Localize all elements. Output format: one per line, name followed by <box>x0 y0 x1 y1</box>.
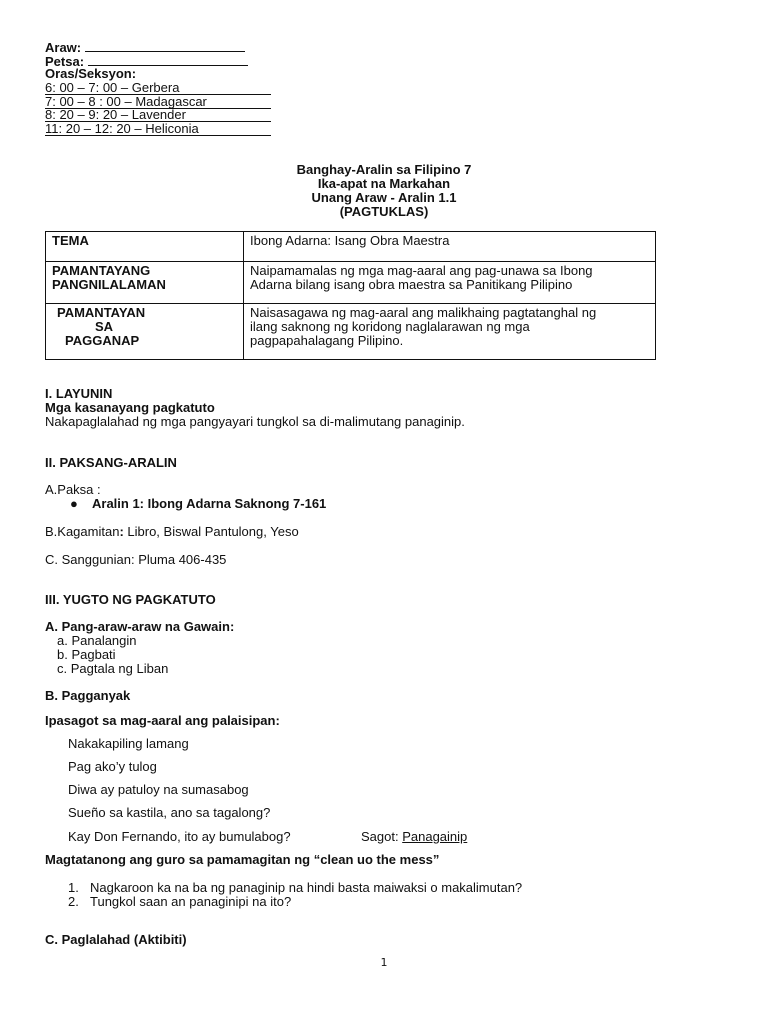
riddle-line: Kay Don Fernando, ito ay bumulabog? <box>68 829 291 844</box>
answer-value: Panagainip <box>402 829 468 844</box>
section-heading-layunin: I. LAYUNIN <box>45 386 113 401</box>
schedule-row <box>45 81 271 95</box>
table-key-tema: TEMA <box>46 232 244 262</box>
gawain-item: a. Panalangin <box>57 633 137 648</box>
riddle-answer <box>361 830 467 844</box>
gawain-item: b. Pagbati <box>57 647 116 662</box>
layunin-text: Nakapaglalahad ng mga pangyayari tungkol sa di-malimutang panaginip. <box>45 414 465 429</box>
doc-subtitle-quarter: Ika-apat na Markahan <box>317 176 451 191</box>
table-key-pangnilalaman: PAMANTAYANG PANGNILALAMAN <box>46 262 244 304</box>
answer-label: Sagot: <box>361 829 403 844</box>
gawain-item: c. Pagtala ng Liban <box>57 661 169 676</box>
sanggunian-line: C. Sanggunian: Pluma 406-435 <box>45 552 227 567</box>
petsa-label: Petsa: <box>45 54 85 69</box>
kagamitan-line: B.Kagamitan: Libro, Biswal Pantulong, Yeso <box>45 524 299 539</box>
oras-label: Oras/Seksyon: <box>45 66 137 81</box>
schedule-text: 11: 20 – 12: 20 – Heliconia <box>45 122 271 136</box>
paglalahad-heading: C. Paglalahad (Aktibiti) <box>45 932 187 947</box>
riddle-line: Sueño sa kastila, ano sa tagalong? <box>68 805 271 820</box>
schedule-text: 7: 00 – 8 : 00 – Madagascar <box>45 95 271 109</box>
question-item: 2. Tungkol saan an panaginipi na ito? <box>68 894 292 909</box>
gawain-heading: A. Pang-araw-araw na Gawain: <box>45 619 235 634</box>
schedule-row <box>45 122 271 136</box>
table-value-pangnilalaman: Naipamamalas ng mga mag-aaral ang pag-unawa sa Ibong Adarna bilang isang obra maestra sa Panitikang Pilipino <box>244 262 656 304</box>
riddle-line: Pag ako’y tulog <box>68 759 157 774</box>
section-heading-paksa: II. PAKSANG-ARALIN <box>45 455 177 470</box>
pagganyak-instruction: Ipasagot sa mag-aaral ang palaisipan: <box>45 713 280 728</box>
table-key-pagganap: PAMANTAYAN SA PAGGANAP <box>46 304 244 360</box>
paksa-bullet-item <box>70 497 326 511</box>
araw-label: Araw: <box>45 40 82 55</box>
doc-subtitle-day: Unang Araw - Aralin 1.1 <box>311 190 457 205</box>
table-value-tema: Ibong Adarna: Isang Obra Maestra <box>244 232 656 262</box>
doc-subtitle-phase: (PAGTUKLAS) <box>339 204 429 219</box>
layunin-subheading: Mga kasanayang pagkatuto <box>45 400 215 415</box>
table-value-pagganap: Naisasagawa ng mag-aaral ang malikhaing pagtatanghal ng ilang saknong ng koridong naglalarawan ng mga pagpapahalagang Pilipino. <box>244 304 656 360</box>
table-row <box>46 262 656 304</box>
araw-line <box>45 40 245 55</box>
riddle-line: Diwa ay patuloy na sumasabog <box>68 782 249 797</box>
section-heading-yugto: III. YUGTO NG PAGKATUTO <box>45 592 216 607</box>
araw-blank <box>85 40 245 52</box>
question-item: 1. Nagkaroon ka na ba ng panaginip na hindi basta maiwaksi o makalimutan? <box>68 880 523 895</box>
paksa-label: A.Paksa : <box>45 482 101 497</box>
riddle-line: Nakakapiling lamang <box>68 736 189 751</box>
table-row <box>46 304 656 360</box>
bullet-icon: ● <box>70 496 78 511</box>
standards-table <box>45 231 656 360</box>
schedule-row <box>45 108 271 122</box>
petsa-blank <box>88 54 248 66</box>
page-number: 1 <box>380 956 388 969</box>
schedule-text: 6: 00 – 7: 00 – Gerbera <box>45 81 271 95</box>
pagganyak-heading: B. Pagganyak <box>45 688 131 703</box>
table-row <box>46 232 656 262</box>
doc-title: Banghay-Aralin sa Filipino 7 <box>296 162 472 177</box>
schedule-text: 8: 20 – 9: 20 – Lavender <box>45 108 271 122</box>
guro-instruction: Magtatanong ang guro sa pamamagitan ng “clean uo the mess” <box>45 852 440 867</box>
paksa-item: Aralin 1: Ibong Adarna Saknong 7-161 <box>92 496 327 511</box>
